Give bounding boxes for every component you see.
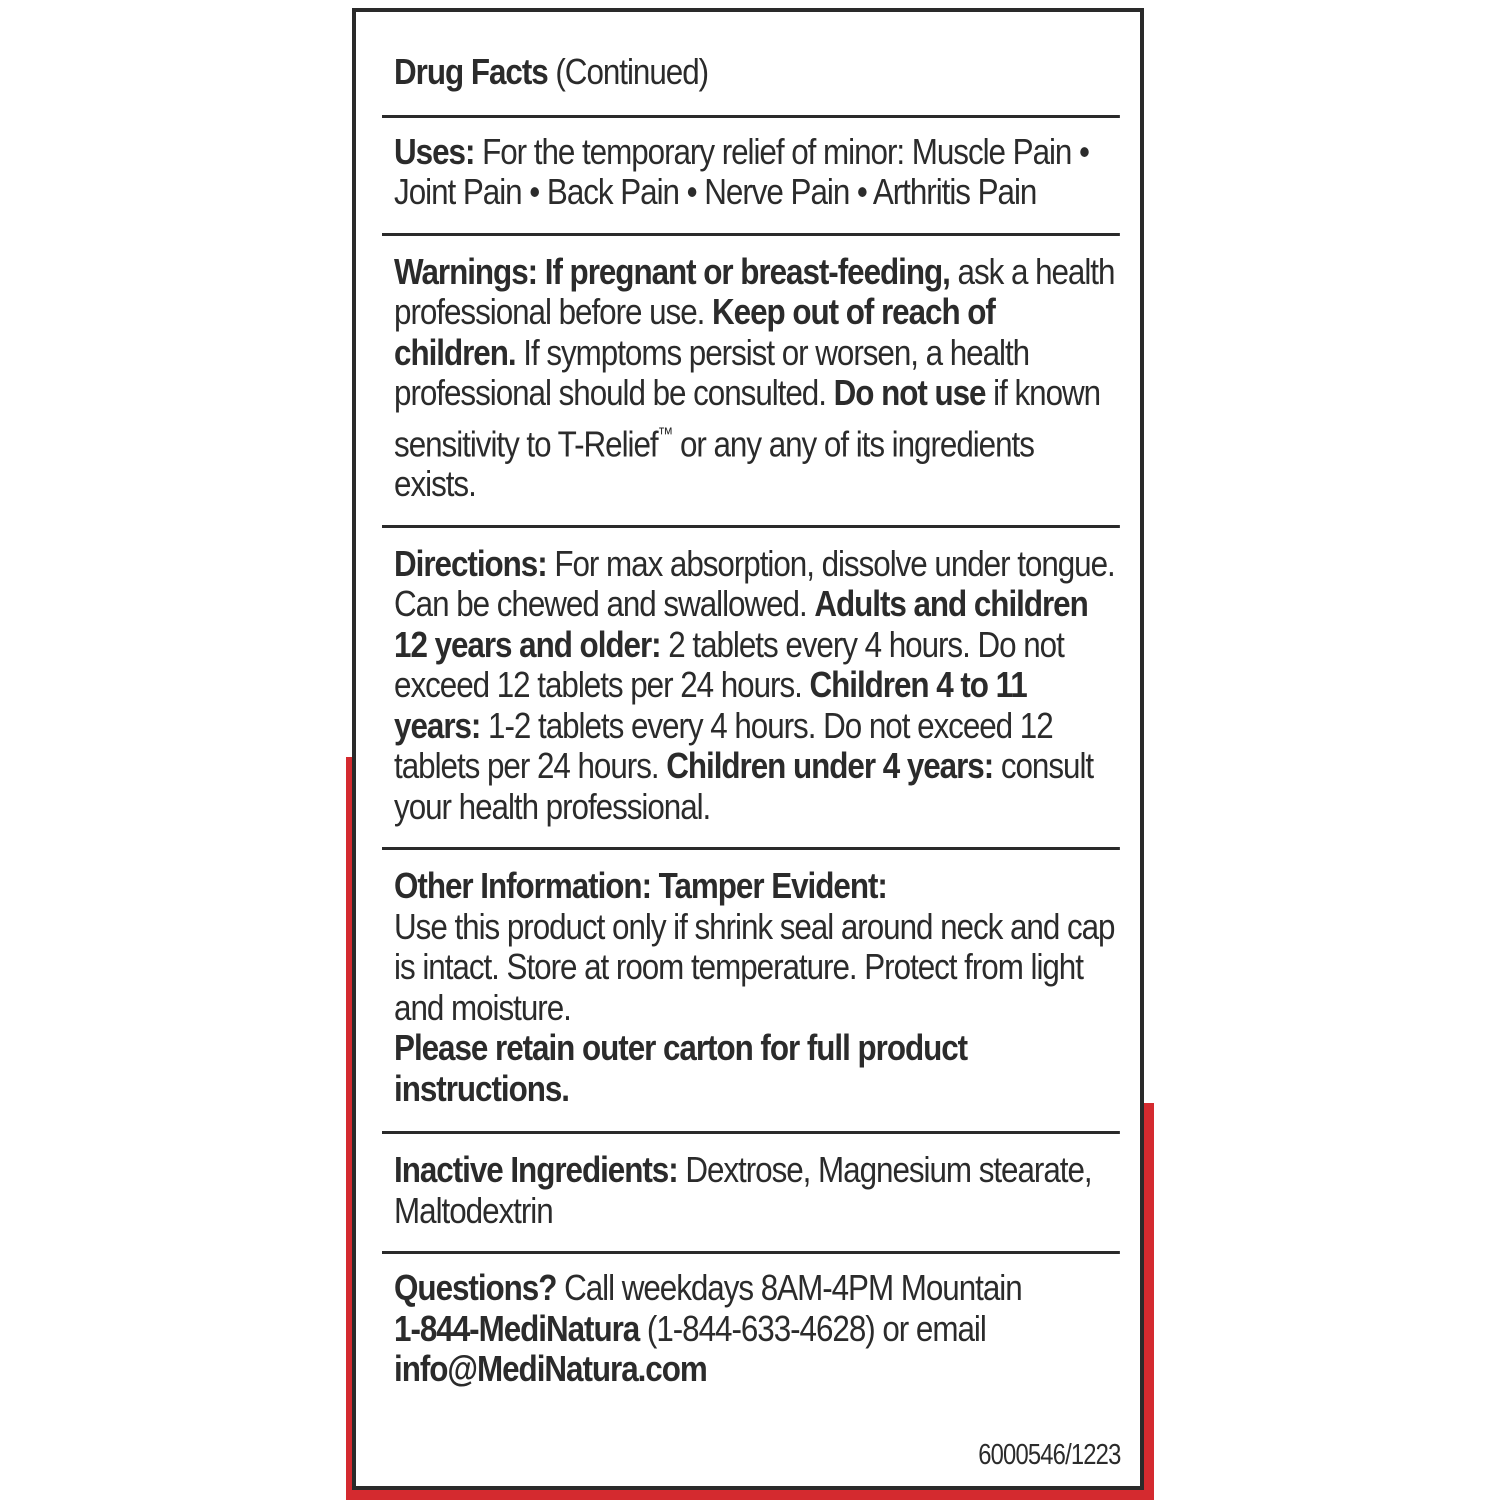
warnings-text-3: if known sensitivity to T-Relief xyxy=(394,372,1101,464)
warnings-text-1: ask a health professional before use. xyxy=(394,250,1115,332)
drug-facts-panel xyxy=(352,8,1144,1490)
directions-label: Directions: xyxy=(394,542,547,584)
other-information-text: Use this product only if shrink seal around neck and cap is intact. Store at room temperature. Protect from light and moisture. xyxy=(394,905,1115,1028)
directions-section xyxy=(382,528,1120,848)
directions-children-under-4: Children under 4 years: xyxy=(666,745,994,787)
questions-email: info@MediNatura.com xyxy=(394,1348,707,1390)
directions-text-4: consult your health professional. xyxy=(394,745,1094,827)
warnings-pregnant: If pregnant or breast-feeding, xyxy=(544,250,950,292)
directions-text-1: For max absorption, dissolve under tongue. Can be chewed and swallowed. xyxy=(394,542,1115,625)
inactive-ingredients-label: Inactive Ingredients: xyxy=(394,1149,678,1191)
questions-text-1: Call weekdays 8AM-4PM Mountain xyxy=(564,1267,1022,1309)
warnings-label: Warnings: xyxy=(394,250,538,292)
warnings-do-not-use: Do not use xyxy=(833,372,986,413)
directions-children-4-11: Children 4 to 11 years: xyxy=(394,664,1027,746)
questions-section xyxy=(382,1254,1120,1390)
title-bold: Drug Facts xyxy=(394,51,548,92)
directions-text-3: 1-2 tablets every 4 hours. Do not exceed 12 tablets per 24 hours. xyxy=(394,704,1053,787)
uses-label: Uses: xyxy=(394,130,475,172)
drug-facts-content xyxy=(382,12,1115,1390)
other-information-label: Other Information: Tamper Evident: xyxy=(394,865,887,907)
title-continued: (Continued) xyxy=(555,51,709,92)
other-information-section xyxy=(382,850,1120,1131)
directions-adults: Adults and children 12 years and older: xyxy=(394,583,1088,665)
inactive-ingredients-text: Dextrose, Magnesium stearate, Maltodextrin xyxy=(394,1149,1092,1231)
drug-facts-title xyxy=(382,12,1120,115)
directions-text-2: 2 tablets every 4 hours. Do not exceed 12 tablets per 24 hours. xyxy=(394,623,1064,706)
questions-phone: 1-844-MediNatura xyxy=(394,1307,640,1349)
questions-label: Questions? xyxy=(394,1267,557,1309)
lot-code: 6000546/1223 xyxy=(977,1439,1120,1471)
uses-section xyxy=(382,118,1120,233)
warnings-section xyxy=(382,236,1120,525)
retain-carton-notice: Please retain outer carton for full product instructions. xyxy=(394,1027,968,1109)
inactive-ingredients-section xyxy=(382,1134,1120,1251)
questions-text-2: (1-844-633-4628) or email xyxy=(646,1307,986,1349)
warnings-text-2: If symptoms persist or worsen, a health professional should be consulted. xyxy=(394,331,1030,413)
warnings-text-4: or any any of its ingredients exists. xyxy=(394,422,1034,505)
uses-text: For the temporary relief of minor: Muscle Pain • Joint Pain • Back Pain • Nerve Pain • Arthritis Pain xyxy=(394,130,1090,212)
warnings-keep-out: Keep out of reach of children. xyxy=(394,291,995,373)
trademark-symbol: ™ xyxy=(657,422,673,444)
